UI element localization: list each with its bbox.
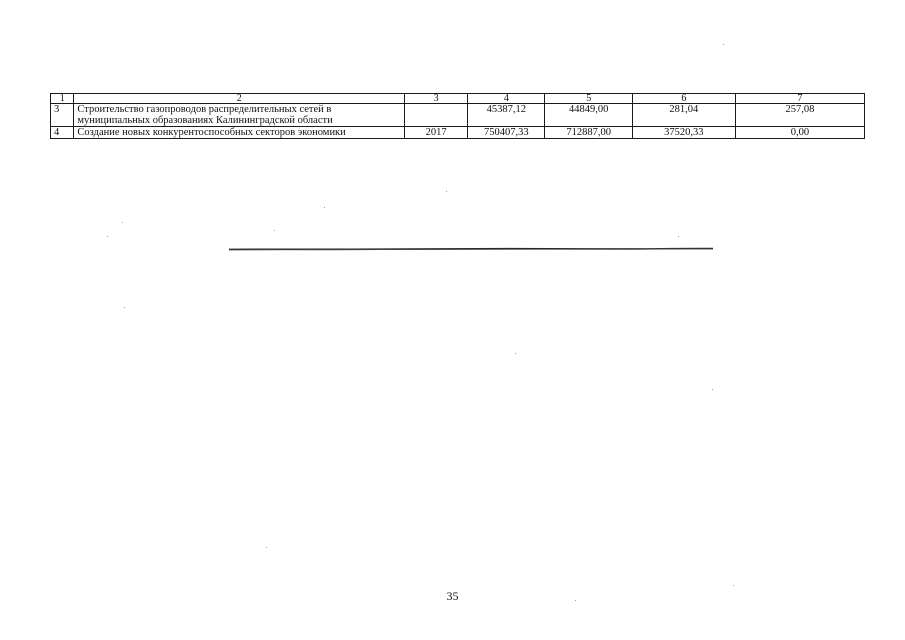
table-row [51,104,865,127]
row-col-6: 37520,33 [632,127,735,139]
row-col-7: 0,00 [735,127,864,139]
header-cell-7: 7 [735,94,864,104]
header-cell-5: 5 [545,94,633,104]
scan-speck [515,353,516,354]
scan-speck [446,191,447,192]
header-cell-6: 6 [632,94,735,104]
scan-speck [124,307,125,308]
closing-ink-line [229,247,713,251]
scan-speck [678,236,679,237]
page-number: 35 [446,589,459,603]
row-name: Создание новых конкурентоспособных секторов экономики [74,127,405,139]
row-col-4: 750407,33 [468,127,545,139]
scan-speck [723,44,724,45]
row-col-6: 281,04 [632,104,735,127]
scan-speck [324,207,325,208]
row-name-line-1: Строительство газопроводов распределительных сетей в [77,104,332,115]
row-year [405,104,468,127]
header-cell-4: 4 [468,94,545,104]
row-index: 4 [51,127,74,139]
scan-speck [266,547,267,548]
scan-speck [733,585,734,586]
row-col-7: 257,08 [735,104,864,127]
row-name-line-2: муниципальных образованиях Калининградской области [77,115,333,126]
header-cell-2: 2 [74,94,405,104]
row-col-5: 712887,00 [545,127,633,139]
row-year: 2017 [405,127,468,139]
row-index: 3 [51,104,74,127]
scan-speck [107,236,108,237]
row-col-5: 44849,00 [545,104,633,127]
scan-speck [274,230,275,231]
row-name [74,104,405,127]
table-row [51,127,865,139]
header-cell-1: 1 [51,94,74,104]
scan-speck [712,389,713,390]
scan-speck [122,222,123,223]
header-cell-3: 3 [405,94,468,104]
header-row [51,94,865,104]
table-header [51,94,865,104]
budget-table [50,93,865,139]
scan-speck [575,600,576,601]
row-col-4: 45387,12 [468,104,545,127]
